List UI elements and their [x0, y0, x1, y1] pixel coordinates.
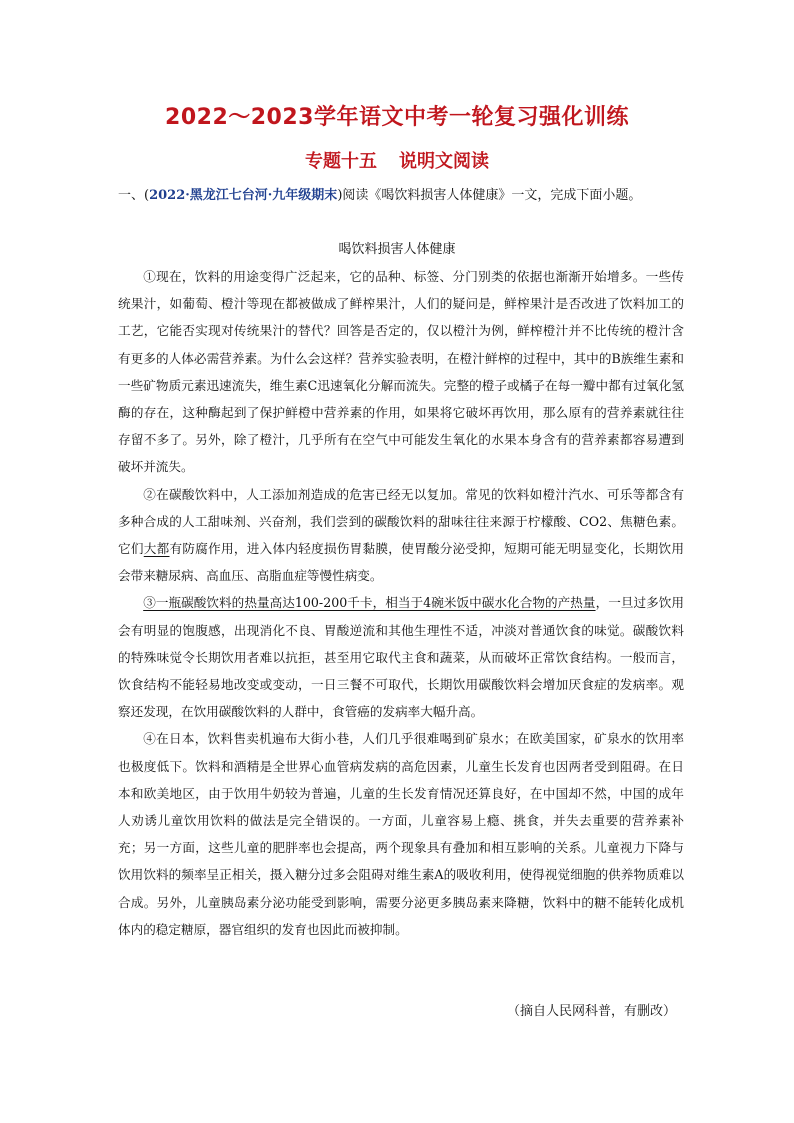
question-number: 一、(: [118, 188, 150, 203]
question-stem: [118, 182, 678, 210]
topic-subtitle: [0, 147, 794, 173]
paragraph-1: ①现在，饮料的用途变得广泛起来，它的品种、标签、分门别类的依据也渐渐开始增多。一些传统果汁，如葡萄、橙汁等现在都被做成了鲜榨果汁，人们的疑问是，鲜榨果汁是否改进了饮料加工的工艺，它能否实现对传统果汁的替代？回答是否定的，仅以橙汁为例，鲜榨橙汁并不比传统的橙汁含有更多的人体必需营养素。为什么会这样？营养实验表明，在橙汁鲜榨的过程中，其中的B族维生素和一些矿物质元素迅速流失，维生素C迅速氧化分解而流失。完整的橙子或橘子在每一瓣中都有过氧化氢酶的存在，这种酶起到了保护鲜橙中营养素的作用，如果将它破坏再饮用，那么原有的营养素就往往存留不多了。另外，除了橙汁，几乎所有在空气中可能发生氧化的水果本身含有的营养素都容易遭到破坏并流失。: [118, 269, 684, 475]
underlined-sentence: ③一瓶碳酸饮料的热量高达100-200千卡，相当于4碗米饭中碳水化合物的产热量: [143, 595, 596, 611]
paragraph-3: [118, 589, 684, 725]
paragraph-2: [118, 481, 684, 590]
underlined-word: 大都: [143, 541, 170, 557]
paragraph-2-text-a: ②在碳酸饮料中，人工添加剂造成的危害已经无以复加。常见的饮料如橙汁汽水、可乐等都含有多种合成的人工甜味剂、兴奋剂，我们尝到的碳酸饮料的甜味往往来源于柠檬酸、CO2、焦糖色素。它们: [118, 486, 684, 557]
topic-number: 专题十五: [305, 151, 377, 172]
article-body: [118, 263, 684, 943]
page-title: 2022～2023学年语文中考一轮复习强化训练: [165, 105, 629, 130]
article-source: （摘自人民网科普，有删改）: [506, 1004, 676, 1019]
question-text: )阅读《喝饮料损害人体健康》一文，完成下面小题。: [337, 188, 642, 203]
question-source: 2022·黑龙江七台河·九年级期末: [149, 188, 338, 203]
paragraph-4: ④在日本，饮料售卖机遍布大街小巷，人们几乎很难喝到矿泉水；在欧美国家，矿泉水的饮用率也极度低下。饮料和酒精是全世界心血管病发病的高危因素，儿童生长发育也因两者受到阻碍。在日本和欧美地区，由于饮用牛奶较为普遍，儿童的生长发育情况还算良好，在中国却不然，中国的成年人劝诱儿童饮用饮料的做法是完全错误的。一方面，儿童容易上瘾、挑食，并失去重要的营养素补充；另一方面，这些儿童的肥胖率也会提高，两个现象具有叠加和相互影响的关系。儿童视力下降与饮用饮料的频率呈正相关，摄入糖分过多会阻碍对维生素A的吸收利用，使得视觉细胞的供养物质难以合成。另外，儿童胰岛素分泌功能受到影响，需要分泌更多胰岛素来降糖，饮料中的糖不能转化成机体内的稳定糖原，器官组织的发育也因此而被抑制。: [118, 731, 684, 937]
article-title: 喝饮料损害人体健康: [338, 242, 456, 257]
paragraph-3-text: ，一旦过多饮用会有明显的饱腹感，出现消化不良、胃酸逆流和其他生理性不适，冲淡对普通饮食的味觉。碳酸饮料的特殊味觉令长期饮用者难以抗拒，甚至用它取代主食和蔬菜，从而破坏正常饮食结构。一般而言，饮食结构不能轻易地改变或变动，一日三餐不可取代，长期饮用碳酸饮料会增加厌食症的发病率。观察还发现，在饮用碳酸饮料的人群中，食管癌的发病率大幅升高。: [118, 595, 685, 720]
paragraph-2-text-b: 有防腐作用，进入体内轻度损伤胃黏膜，使胃酸分泌受抑，短期可能无明显变化，长期饮用会带来糖尿病、高血压、高脂血症等慢性病变。: [118, 541, 685, 584]
topic-name: 说明文阅读: [399, 151, 489, 172]
